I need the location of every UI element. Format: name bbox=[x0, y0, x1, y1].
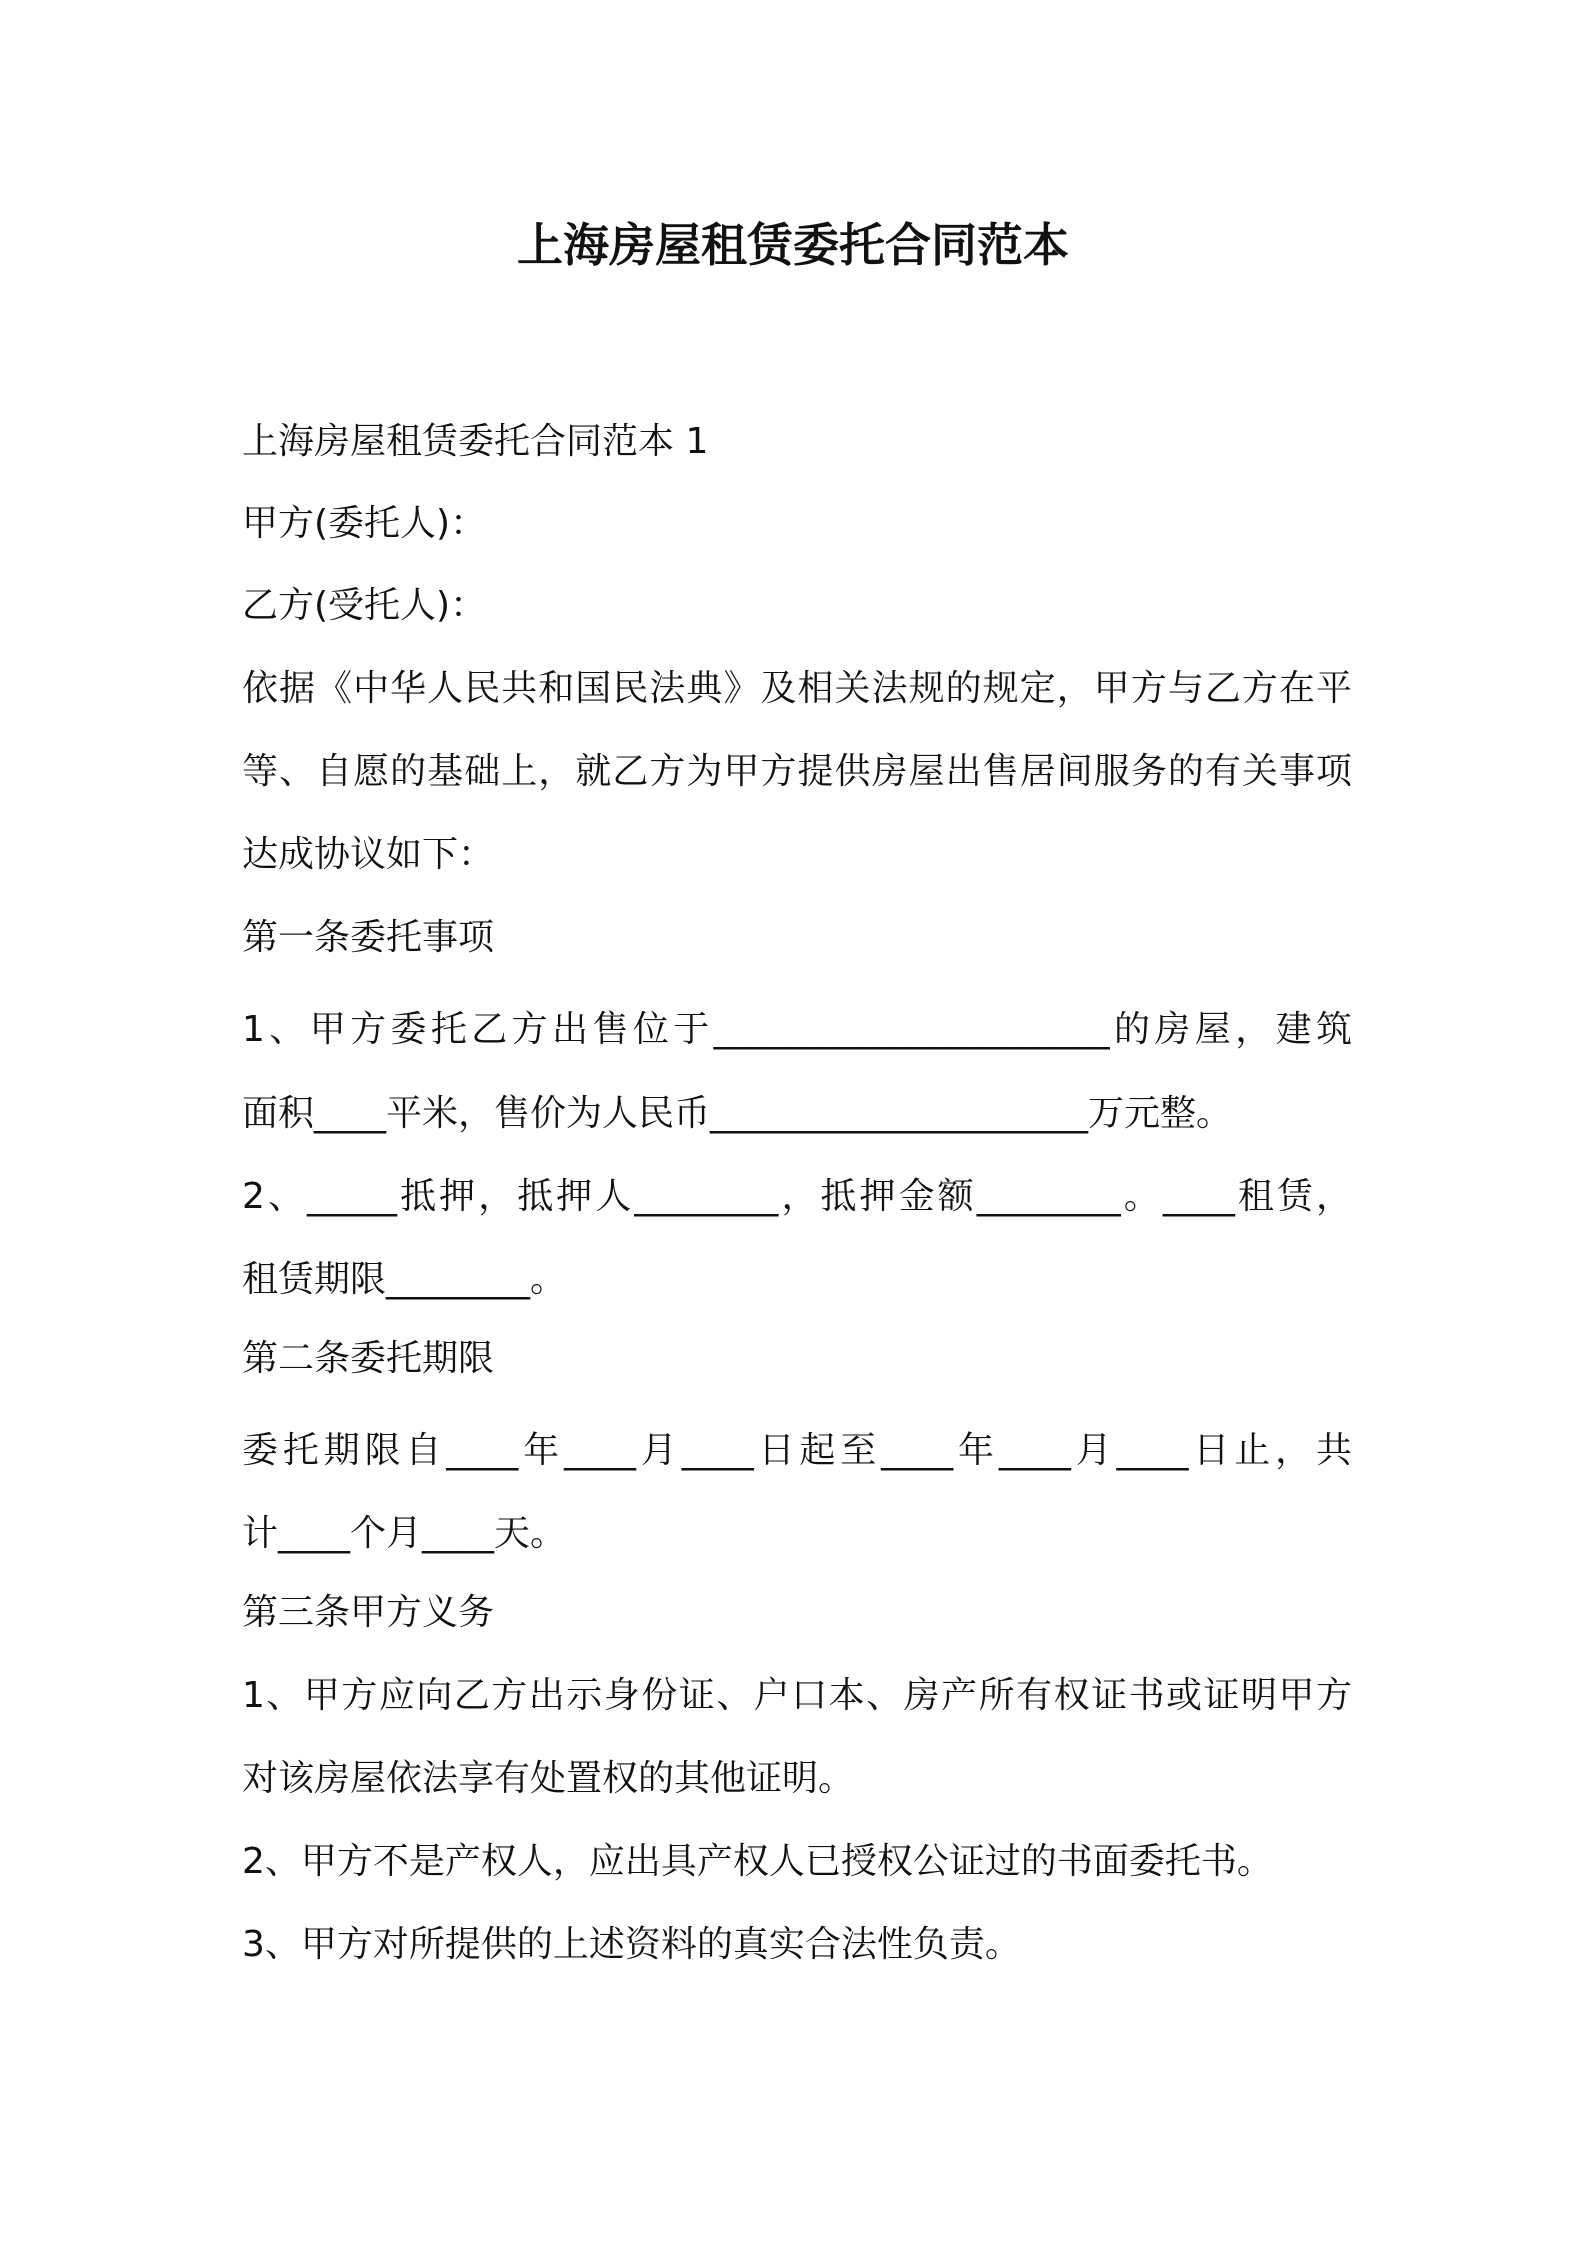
article-1-item-2-line-2: 租赁期限________。 bbox=[242, 1259, 567, 1300]
article-2-heading: 第二条委托期限 bbox=[242, 1338, 495, 1379]
article-1-heading: 第一条委托事项 bbox=[242, 917, 495, 958]
article-3-item-2: 2、甲方不是产权人，应出具产权人已授权公证过的书面委托书。 bbox=[242, 1841, 1273, 1882]
section-heading-contract-1: 上海房屋租赁委托合同范本 1 bbox=[242, 421, 709, 462]
article-3-item-1-line-2: 对该房屋依法享有处置权的其他证明。 bbox=[242, 1758, 855, 1799]
preamble-line-2: 等、自愿的基础上，就乙方为甲方提供房屋出售居间服务的有关事项 bbox=[242, 751, 1352, 792]
article-3-item-3: 3、甲方对所提供的上述资料的真实合法性负责。 bbox=[242, 1924, 1021, 1965]
party-a-line: 甲方(委托人)： bbox=[242, 503, 487, 544]
article-3-heading: 第三条甲方义务 bbox=[242, 1592, 495, 1633]
article-2-term-line-1: 委托期限自____年____月____日起至____年____月____日止，共 bbox=[242, 1430, 1352, 1471]
article-1-item-1-line-2: 面积____平米，售价为人民币_____________________万元整。 bbox=[242, 1093, 1233, 1134]
document-title: 上海房屋租赁委托合同范本 bbox=[517, 218, 1069, 272]
article-3-item-1-line-1: 1、甲方应向乙方出示身份证、户口本、房产所有权证书或证明甲方 bbox=[242, 1675, 1352, 1716]
preamble-line-1: 依据《中华人民共和国民法典》及相关法规的规定，甲方与乙方在平 bbox=[242, 668, 1352, 709]
preamble-line-3: 达成协议如下： bbox=[242, 834, 495, 875]
party-b-line: 乙方(受托人)： bbox=[242, 585, 487, 626]
article-1-item-2-line-1: 2、_____抵押，抵押人________，抵押金额________。____租赁， bbox=[242, 1176, 1352, 1217]
article-1-item-1-line-1: 1、甲方委托乙方出售位于______________________的房屋，建筑 bbox=[242, 1009, 1352, 1050]
article-2-term-line-2: 计____个月____天。 bbox=[242, 1513, 567, 1554]
